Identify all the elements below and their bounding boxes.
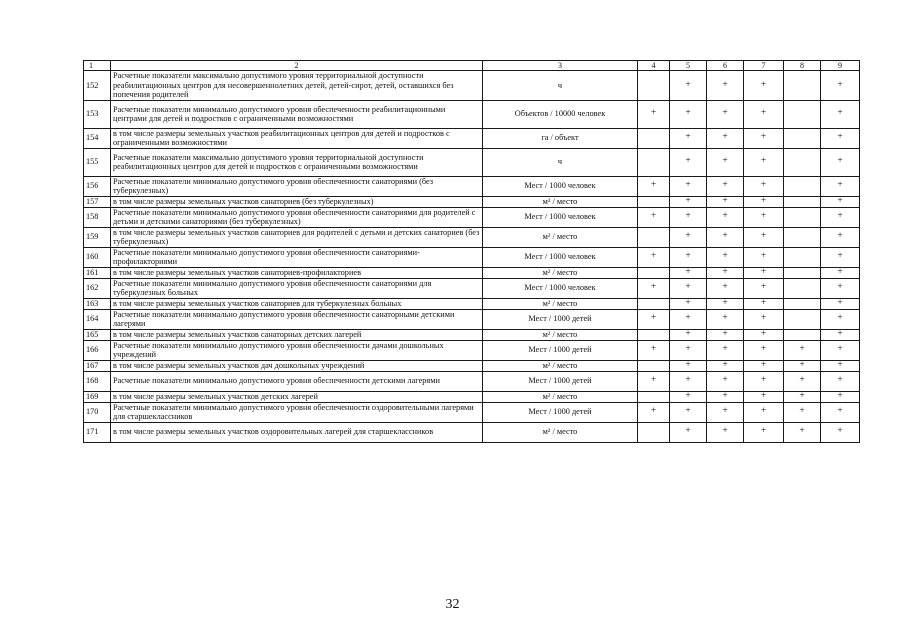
table-row <box>84 207 860 227</box>
row-number: 154 <box>84 128 111 148</box>
column-header-4: 4 <box>638 61 670 71</box>
indicator-name: в том числе размеры земельных участков санаториев для туберкулезных больных <box>111 298 483 309</box>
applicability-mark-col6: + <box>707 329 744 340</box>
row-number: 160 <box>84 247 111 267</box>
row-number: 158 <box>84 207 111 227</box>
table-row <box>84 360 860 371</box>
applicability-mark-col7: + <box>744 267 784 278</box>
table-row <box>84 71 860 101</box>
table-header-row <box>84 61 860 71</box>
applicability-mark-col4 <box>638 227 670 247</box>
applicability-mark-col5: + <box>670 267 707 278</box>
indicator-name: в том числе размеры земельных участков санаториев для родителей с детьми и детских санаториев (без туберкулезных) <box>111 227 483 247</box>
applicability-mark-col4 <box>638 148 670 176</box>
row-number: 156 <box>84 176 111 196</box>
applicability-mark-col7: + <box>744 371 784 391</box>
applicability-mark-col5: + <box>670 391 707 402</box>
unit-of-measure: м² / место <box>483 298 638 309</box>
indicator-name: Расчетные показатели минимально допустимого уровня обеспеченности санаториями (без туберкулезных) <box>111 176 483 196</box>
row-number: 168 <box>84 371 111 391</box>
applicability-mark-col6: + <box>707 207 744 227</box>
applicability-mark-col9: + <box>821 227 860 247</box>
applicability-mark-col6: + <box>707 340 744 360</box>
applicability-mark-col9: + <box>821 309 860 329</box>
column-header-2: 2 <box>111 61 483 71</box>
applicability-mark-col7: + <box>744 176 784 196</box>
indicator-name: в том числе размеры земельных участков санаториев (без туберкулезных) <box>111 196 483 207</box>
applicability-mark-col8 <box>784 329 821 340</box>
applicability-mark-col4 <box>638 267 670 278</box>
unit-of-measure: га / объект <box>483 128 638 148</box>
applicability-mark-col4 <box>638 196 670 207</box>
applicability-mark-col6: + <box>707 309 744 329</box>
applicability-mark-col6: + <box>707 360 744 371</box>
column-header-6: 6 <box>707 61 744 71</box>
applicability-mark-col8 <box>784 148 821 176</box>
applicability-mark-col5: + <box>670 340 707 360</box>
table-row <box>84 278 860 298</box>
table-row <box>84 100 860 128</box>
applicability-mark-col4 <box>638 71 670 101</box>
applicability-mark-col9: + <box>821 329 860 340</box>
applicability-mark-col6: + <box>707 422 744 442</box>
applicability-mark-col6: + <box>707 148 744 176</box>
unit-of-measure: Мест / 1000 детей <box>483 340 638 360</box>
indicator-name: в том числе размеры земельных участков оздоровительных лагерей для старшеклассников <box>111 422 483 442</box>
applicability-mark-col9: + <box>821 422 860 442</box>
row-number: 167 <box>84 360 111 371</box>
row-number: 159 <box>84 227 111 247</box>
unit-of-measure: Мест / 1000 человек <box>483 176 638 196</box>
applicability-mark-col4 <box>638 298 670 309</box>
applicability-mark-col4: + <box>638 340 670 360</box>
indicator-name: в том числе размеры земельных участков детских лагерей <box>111 391 483 402</box>
applicability-mark-col8 <box>784 196 821 207</box>
applicability-mark-col7: + <box>744 402 784 422</box>
applicability-mark-col5: + <box>670 196 707 207</box>
applicability-mark-col5: + <box>670 227 707 247</box>
applicability-mark-col4: + <box>638 100 670 128</box>
unit-of-measure: ч <box>483 71 638 101</box>
table-row <box>84 227 860 247</box>
applicability-mark-col5: + <box>670 402 707 422</box>
unit-of-measure: Объектов / 10000 человек <box>483 100 638 128</box>
indicator-name: Расчетные показатели минимально допустимого уровня обеспеченности дачами дошкольных учреждений <box>111 340 483 360</box>
indicator-name: Расчетные показатели максимально допустимого уровня территориальной доступности реабилитационных центров для несовершеннолетних детей, детей-сирот, детей, оставшихся без попечения родителей <box>111 71 483 101</box>
indicator-name: в том числе размеры земельных участков санаторных детских лагерей <box>111 329 483 340</box>
applicability-mark-col9: + <box>821 207 860 227</box>
column-header-7: 7 <box>744 61 784 71</box>
applicability-mark-col4: + <box>638 402 670 422</box>
applicability-mark-col6: + <box>707 298 744 309</box>
column-header-9: 9 <box>821 61 860 71</box>
column-header-8: 8 <box>784 61 821 71</box>
applicability-mark-col8 <box>784 267 821 278</box>
applicability-mark-col8 <box>784 207 821 227</box>
table-row <box>84 402 860 422</box>
table-row <box>84 340 860 360</box>
applicability-mark-col6: + <box>707 247 744 267</box>
applicability-mark-col9: + <box>821 371 860 391</box>
applicability-mark-col8 <box>784 298 821 309</box>
unit-of-measure: Мест / 1000 человек <box>483 207 638 227</box>
applicability-mark-col4 <box>638 360 670 371</box>
unit-of-measure: Мест / 1000 детей <box>483 402 638 422</box>
row-number: 170 <box>84 402 111 422</box>
applicability-mark-col9: + <box>821 196 860 207</box>
applicability-mark-col5: + <box>670 309 707 329</box>
applicability-mark-col7: + <box>744 278 784 298</box>
applicability-mark-col8: + <box>784 422 821 442</box>
applicability-mark-col6: + <box>707 391 744 402</box>
applicability-mark-col8 <box>784 227 821 247</box>
table-row <box>84 371 860 391</box>
unit-of-measure: м² / место <box>483 267 638 278</box>
applicability-mark-col9: + <box>821 298 860 309</box>
indicator-name: Расчетные показатели минимально допустимого уровня обеспеченности санаториями-профилакториями <box>111 247 483 267</box>
table-row <box>84 329 860 340</box>
applicability-mark-col4 <box>638 329 670 340</box>
indicator-name: Расчетные показатели минимально допустимого уровня обеспеченности санаторными детскими лагерями <box>111 309 483 329</box>
applicability-mark-col9: + <box>821 176 860 196</box>
table-row <box>84 391 860 402</box>
applicability-mark-col7: + <box>744 100 784 128</box>
applicability-mark-col7: + <box>744 128 784 148</box>
applicability-mark-col5: + <box>670 360 707 371</box>
applicability-mark-col9: + <box>821 148 860 176</box>
row-number: 152 <box>84 71 111 101</box>
applicability-mark-col7: + <box>744 391 784 402</box>
indicator-name: Расчетные показатели максимально допустимого уровня территориальной доступности реабилитационных центров для детей и подростков с ограниченными возможностями <box>111 148 483 176</box>
applicability-mark-col7: + <box>744 422 784 442</box>
applicability-mark-col4: + <box>638 176 670 196</box>
applicability-mark-col8: + <box>784 360 821 371</box>
applicability-mark-col4 <box>638 391 670 402</box>
applicability-mark-col5: + <box>670 100 707 128</box>
applicability-mark-col8 <box>784 309 821 329</box>
applicability-mark-col5: + <box>670 329 707 340</box>
applicability-mark-col6: + <box>707 196 744 207</box>
applicability-mark-col7: + <box>744 329 784 340</box>
applicability-mark-col6: + <box>707 128 744 148</box>
table-row <box>84 422 860 442</box>
row-number: 169 <box>84 391 111 402</box>
row-number: 163 <box>84 298 111 309</box>
applicability-mark-col8 <box>784 247 821 267</box>
column-header-3: 3 <box>483 61 638 71</box>
applicability-mark-col5: + <box>670 176 707 196</box>
applicability-mark-col4: + <box>638 309 670 329</box>
column-header-1: 1 <box>84 61 111 71</box>
applicability-mark-col5: + <box>670 71 707 101</box>
applicability-mark-col6: + <box>707 402 744 422</box>
applicability-mark-col5: + <box>670 422 707 442</box>
row-number: 153 <box>84 100 111 128</box>
table-row <box>84 267 860 278</box>
applicability-mark-col5: + <box>670 247 707 267</box>
applicability-mark-col5: + <box>670 148 707 176</box>
applicability-mark-col6: + <box>707 176 744 196</box>
applicability-mark-col9: + <box>821 100 860 128</box>
applicability-mark-col7: + <box>744 340 784 360</box>
applicability-mark-col8: + <box>784 340 821 360</box>
page-number: 32 <box>445 597 460 612</box>
table-row <box>84 309 860 329</box>
unit-of-measure: Мест / 1000 детей <box>483 309 638 329</box>
applicability-mark-col4: + <box>638 371 670 391</box>
applicability-mark-col4 <box>638 128 670 148</box>
table-row <box>84 247 860 267</box>
unit-of-measure: м² / место <box>483 196 638 207</box>
applicability-mark-col9: + <box>821 340 860 360</box>
applicability-mark-col7: + <box>744 309 784 329</box>
row-number: 171 <box>84 422 111 442</box>
applicability-mark-col5: + <box>670 371 707 391</box>
indicators-table <box>83 60 860 443</box>
applicability-mark-col8 <box>784 128 821 148</box>
applicability-mark-col7: + <box>744 227 784 247</box>
applicability-mark-col5: + <box>670 298 707 309</box>
row-number: 155 <box>84 148 111 176</box>
applicability-mark-col6: + <box>707 71 744 101</box>
applicability-mark-col9: + <box>821 247 860 267</box>
applicability-mark-col7: + <box>744 360 784 371</box>
applicability-mark-col9: + <box>821 267 860 278</box>
row-number: 166 <box>84 340 111 360</box>
applicability-mark-col7: + <box>744 207 784 227</box>
applicability-mark-col7: + <box>744 71 784 101</box>
unit-of-measure: ч <box>483 148 638 176</box>
applicability-mark-col4: + <box>638 278 670 298</box>
applicability-mark-col7: + <box>744 298 784 309</box>
table-row <box>84 128 860 148</box>
applicability-mark-col4: + <box>638 247 670 267</box>
indicator-name: Расчетные показатели минимально допустимого уровня обеспеченности детскими лагерями <box>111 371 483 391</box>
applicability-mark-col6: + <box>707 267 744 278</box>
applicability-mark-col9: + <box>821 402 860 422</box>
row-number: 165 <box>84 329 111 340</box>
table-body <box>84 71 860 443</box>
row-number: 161 <box>84 267 111 278</box>
applicability-mark-col6: + <box>707 371 744 391</box>
applicability-mark-col5: + <box>670 278 707 298</box>
indicator-name: Расчетные показатели минимально допустимого уровня обеспеченности оздоровительными лагерями для старшеклассников <box>111 402 483 422</box>
applicability-mark-col6: + <box>707 100 744 128</box>
unit-of-measure: м² / место <box>483 329 638 340</box>
table-row <box>84 148 860 176</box>
applicability-mark-col5: + <box>670 128 707 148</box>
indicator-name: в том числе размеры земельных участков реабилитационных центров для детей и подростков с ограниченными возможностями <box>111 128 483 148</box>
applicability-mark-col6: + <box>707 278 744 298</box>
table-row <box>84 298 860 309</box>
indicator-name: Расчетные показатели минимально допустимого уровня обеспеченности реабилитационными центрами для детей и подростков с ограниченными возможностями <box>111 100 483 128</box>
row-number: 164 <box>84 309 111 329</box>
table-row <box>84 176 860 196</box>
applicability-mark-col5: + <box>670 207 707 227</box>
applicability-mark-col7: + <box>744 148 784 176</box>
applicability-mark-col9: + <box>821 128 860 148</box>
applicability-mark-col9: + <box>821 71 860 101</box>
row-number: 162 <box>84 278 111 298</box>
applicability-mark-col7: + <box>744 196 784 207</box>
unit-of-measure: м² / место <box>483 422 638 442</box>
applicability-mark-col8: + <box>784 371 821 391</box>
indicator-name: в том числе размеры земельных участков дач дошкольных учреждений <box>111 360 483 371</box>
applicability-mark-col7: + <box>744 247 784 267</box>
row-number: 157 <box>84 196 111 207</box>
unit-of-measure: Мест / 1000 человек <box>483 247 638 267</box>
indicator-name: Расчетные показатели минимально допустимого уровня обеспеченности санаториями для родителей с детьми и детскими санаториями (без туберкулезных) <box>111 207 483 227</box>
applicability-mark-col8 <box>784 71 821 101</box>
table-row <box>84 196 860 207</box>
applicability-mark-col4 <box>638 422 670 442</box>
applicability-mark-col8 <box>784 100 821 128</box>
applicability-mark-col8: + <box>784 391 821 402</box>
applicability-mark-col4: + <box>638 207 670 227</box>
applicability-mark-col9: + <box>821 360 860 371</box>
unit-of-measure: м² / место <box>483 360 638 371</box>
unit-of-measure: Мест / 1000 человек <box>483 278 638 298</box>
unit-of-measure: м² / место <box>483 391 638 402</box>
unit-of-measure: Мест / 1000 детей <box>483 371 638 391</box>
indicator-name: Расчетные показатели минимально допустимого уровня обеспеченности санаториями для туберкулезных больных <box>111 278 483 298</box>
applicability-mark-col8 <box>784 278 821 298</box>
applicability-mark-col8: + <box>784 402 821 422</box>
applicability-mark-col9: + <box>821 278 860 298</box>
applicability-mark-col9: + <box>821 391 860 402</box>
applicability-mark-col6: + <box>707 227 744 247</box>
applicability-mark-col8 <box>784 176 821 196</box>
column-header-5: 5 <box>670 61 707 71</box>
unit-of-measure: м² / место <box>483 227 638 247</box>
indicator-name: в том числе размеры земельных участков санаториев-профилакториев <box>111 267 483 278</box>
